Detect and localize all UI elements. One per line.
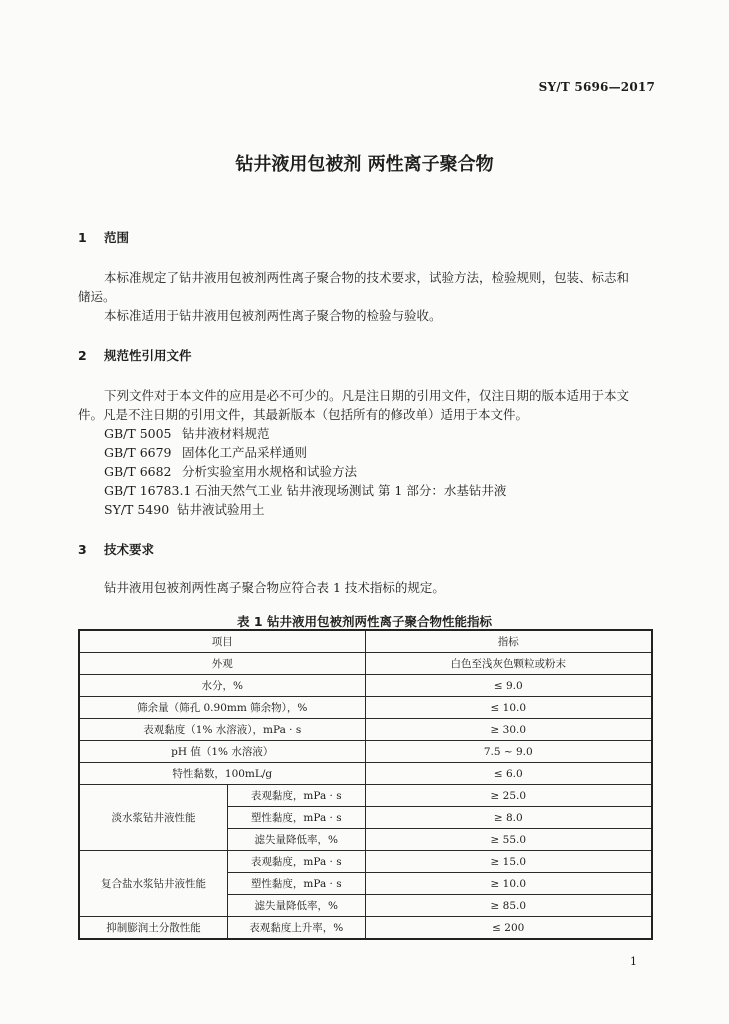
table-header-row bbox=[79, 630, 652, 653]
section-3-heading bbox=[78, 540, 154, 558]
section-1-heading bbox=[78, 228, 129, 246]
row-item: 特性黏数，100mL/g bbox=[79, 763, 365, 785]
table-row bbox=[79, 741, 652, 763]
section-number: 2 bbox=[78, 348, 87, 363]
row-value: ≥ 10.0 bbox=[365, 873, 652, 895]
table-row bbox=[79, 763, 652, 785]
row-param: 表观黏度上升率，% bbox=[227, 917, 365, 940]
reference-title: 固体化工产品采样通则 bbox=[182, 445, 308, 460]
table-row bbox=[79, 785, 652, 807]
row-param: 表观黏度，mPa · s bbox=[227, 851, 365, 873]
reference-title: 钻井液材料规范 bbox=[182, 426, 270, 441]
section-1-para1-line1: 本标准规定了钻井液用包被剂两性离子聚合物的技术要求，试验方法，检验规则，包装、标志和 bbox=[104, 270, 630, 285]
row-item: 外观 bbox=[79, 653, 365, 675]
header-item: 项目 bbox=[79, 630, 365, 653]
reference-item bbox=[104, 462, 357, 481]
group-name: 抑制膨润土分散性能 bbox=[79, 917, 227, 940]
row-value: ≤ 10.0 bbox=[365, 697, 652, 719]
reference-title: 钻井液试验用土 bbox=[177, 502, 265, 517]
table-caption: 表 1 钻井液用包被剂两性离子聚合物性能指标 bbox=[237, 614, 492, 629]
reference-code: SY/T 5490 bbox=[104, 502, 170, 517]
row-value: 白色至浅灰色颗粒或粉末 bbox=[365, 653, 652, 675]
row-param: 表观黏度，mPa · s bbox=[227, 785, 365, 807]
row-value: ≥ 15.0 bbox=[365, 851, 652, 873]
row-value: ≤ 9.0 bbox=[365, 675, 652, 697]
section-1-para2: 本标准适用于钻井液用包被剂两性离子聚合物的检验与验收。 bbox=[104, 308, 442, 323]
standard-number: SY/T 5696—2017 bbox=[538, 80, 655, 94]
section-title: 技术要求 bbox=[104, 542, 155, 557]
section-3-para: 钻井液用包被剂两性离子聚合物应符合表 1 技术指标的规定。 bbox=[104, 580, 445, 595]
group-name: 复合盐水浆钻井液性能 bbox=[79, 851, 227, 917]
section-1-para1-line2: 储运。 bbox=[78, 289, 116, 304]
row-param: 塑性黏度，mPa · s bbox=[227, 873, 365, 895]
row-item: pH 值（1% 水溶液） bbox=[79, 741, 365, 763]
section-title: 范围 bbox=[104, 230, 130, 245]
row-value: ≥ 85.0 bbox=[365, 895, 652, 917]
table-row bbox=[79, 697, 652, 719]
section-number: 3 bbox=[78, 542, 87, 557]
table-row bbox=[79, 917, 652, 940]
reference-code: GB/T 6679 bbox=[104, 445, 172, 460]
row-value: ≥ 30.0 bbox=[365, 719, 652, 741]
group-name: 淡水浆钻井液性能 bbox=[79, 785, 227, 851]
reference-item bbox=[104, 424, 270, 443]
section-2-heading bbox=[78, 346, 192, 364]
page-number: 1 bbox=[630, 955, 637, 968]
table-row bbox=[79, 851, 652, 873]
reference-title: 分析实验室用水规格和试验方法 bbox=[182, 464, 358, 479]
reference-code: GB/T 6682 bbox=[104, 464, 172, 479]
reference-code: GB/T 16783.1 bbox=[104, 483, 192, 498]
section-2-intro-line1: 下列文件对于本文件的应用是必不可少的。凡是注日期的引用文件，仅注日期的版本适用于本文 bbox=[104, 388, 630, 403]
section-title: 规范性引用文件 bbox=[104, 348, 192, 363]
reference-title: 石油天然气工业 钻井液现场测试 第 1 部分：水基钻井液 bbox=[195, 483, 507, 498]
section-2-intro-line2: 件。凡是不注日期的引用文件，其最新版本（包括所有的修改单）适用于本文件。 bbox=[78, 407, 529, 422]
row-param: 滤失量降低率，% bbox=[227, 829, 365, 851]
row-item: 筛余量（筛孔 0.90mm 筛余物），% bbox=[79, 697, 365, 719]
row-item: 表观黏度（1% 水溶液），mPa · s bbox=[79, 719, 365, 741]
row-param: 滤失量降低率，% bbox=[227, 895, 365, 917]
row-item: 水分，% bbox=[79, 675, 365, 697]
row-value: ≥ 55.0 bbox=[365, 829, 652, 851]
reference-item bbox=[104, 500, 265, 519]
reference-item bbox=[104, 481, 506, 500]
row-param: 塑性黏度，mPa · s bbox=[227, 807, 365, 829]
row-value: ≥ 8.0 bbox=[365, 807, 652, 829]
reference-code: GB/T 5005 bbox=[104, 426, 172, 441]
table-row bbox=[79, 675, 652, 697]
document-title: 钻井液用包被剂 两性离子聚合物 bbox=[235, 154, 494, 175]
table-row bbox=[79, 653, 652, 675]
reference-item bbox=[104, 443, 307, 462]
row-value: 7.5 ~ 9.0 bbox=[365, 741, 652, 763]
section-number: 1 bbox=[78, 230, 87, 245]
row-value: ≤ 6.0 bbox=[365, 763, 652, 785]
row-value: ≥ 25.0 bbox=[365, 785, 652, 807]
spec-table bbox=[78, 629, 653, 940]
header-index: 指标 bbox=[365, 630, 652, 653]
table-row bbox=[79, 719, 652, 741]
row-value: ≤ 200 bbox=[365, 917, 652, 940]
